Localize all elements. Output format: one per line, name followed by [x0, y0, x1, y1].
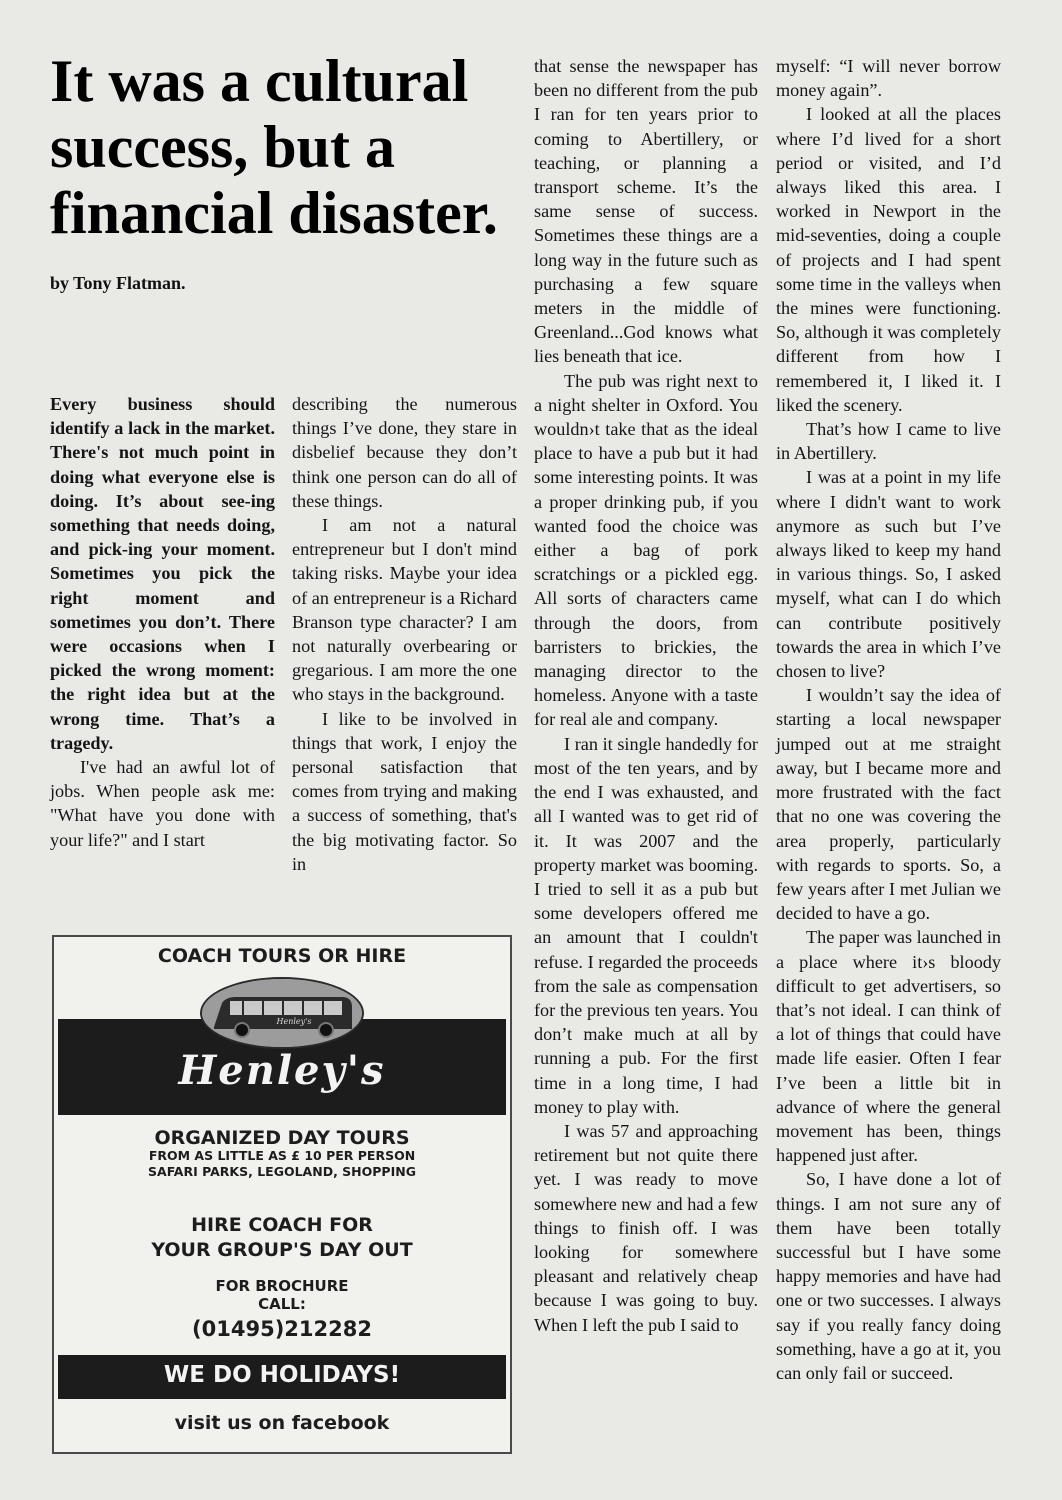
- advert-facebook: visit us on facebook: [174, 1412, 390, 1434]
- bus-livery-text: Henley's: [276, 1017, 312, 1026]
- paragraph: That’s how I came to live in Abertillery.: [776, 419, 1001, 464]
- advert-line: ORGANIZED DAY TOURS: [154, 1127, 410, 1149]
- paragraph: The paper was launched in a place where it›s bloody difficult to get advertisers, so that’s not ideal. I can think of a lot of things that could have made life easier. Often I fear I’ve been a little bit in advance of where the general movement has been, things happened just after.: [776, 927, 1001, 1166]
- intro-paragraph: Every business should identify a lack in the market. There's not much point in doing what everyone else is doing. It’s about see-ing something that needs doing, and pick-ing your moment. Sometimes you pick the right moment and sometimes you don’t. There were occasions when I picked the wrong moment: the right idea but at the wrong time. That’s a tragedy.: [50, 394, 275, 753]
- article-column-4: [776, 54, 1001, 1385]
- paragraph: I looked at all the places where I’d lived for a short period or visited, and I’d always liked this area. I worked in Newport in the mid-seventies, doing a couple of projects and I had spent some time in the valleys when the mines were functioning. So, although it was completely different from how I remembered it, I liked it. I liked the scenery.: [776, 104, 1001, 415]
- advert-holidays: WE DO HOLIDAYS!: [163, 1362, 401, 1388]
- advert-phone: (01495)212282: [192, 1317, 372, 1341]
- paragraph: I was at a point in my life where I didn't want to work anymore as such but I’ve always liked to keep my hand in various things. So, I asked myself, what can I do which can contribute positively towards the area in which I’ve chosen to live?: [776, 467, 1001, 682]
- advert-line: YOUR GROUP'S DAY OUT: [151, 1239, 413, 1261]
- paragraph: I was 57 and approaching retirement but not quite there yet. I was ready to move somewhere new and had a few things to finish off. I was looking for somewhere pleasant and relatively cheap because I was going to buy. When I left the pub I said to: [534, 1120, 758, 1335]
- paragraph: So, I have done a lot of things. I am not sure any of them have been totally successful but I have some happy memories and have had one or two successes. I always say if you really fancy doing something, have a go at it, you can only fail or succeed.: [776, 1169, 1001, 1383]
- article-column-1: [50, 392, 275, 852]
- paragraph: I ran it single handedly for most of the ten years, and by the end I was exhausted, and all I wanted was to get rid of it. It was 2007 and the property market was booming. I tried to sell it as a pub but some developers offered me an amount that I couldn't refuse. I regarded the proceeds from the sale as compensation for the previous ten years. You don’t make much at all by running a pub. For the first time in a long time, I had money to play with.: [534, 733, 758, 1117]
- article-column-3: [534, 54, 758, 1337]
- advert-brand: Henley's: [178, 1047, 386, 1094]
- paragraph: I've had an awful lot of jobs. When people ask me: "What have you done with your life?" and I start: [50, 757, 275, 850]
- advert-line: CALL:: [258, 1295, 306, 1313]
- paragraph: I wouldn’t say the idea of starting a local newspaper jumped out at me straight away, but I became more and more frustrated with the fact that no one was covering the area properly, particularly with regards to sports. So, a few years after I met Julian we decided to have a go.: [776, 685, 1001, 924]
- paragraph: The pub was right next to a night shelter in Oxford. You wouldn›t take that as the ideal place to have a pub but it had some interesting points. It was a proper drinking pub, if you wanted food the choice was either a bag of pork scratchings or a pickled egg. All sorts of characters came through the doors, from barristers to brickies, the managing director to the homeless. Anyone with a taste for real ale and company.: [534, 370, 758, 730]
- paragraph: I am not a natural entrepreneur but I don't mind taking risks. Maybe your idea of an entrepreneur is a Richard Branson type character? I am not naturally overbearing or gregarious. I am more the one who stays in the background.: [292, 515, 517, 705]
- byline: by Tony Flatman.: [50, 273, 186, 293]
- paragraph: I like to be involved in things that work, I enjoy the personal satisfaction that comes from trying and making a success of something, that's the big motivating factor. So in: [292, 708, 517, 874]
- advert-line: FROM AS LITTLE AS £ 10 PER PERSON: [148, 1148, 416, 1163]
- advert-line: SAFARI PARKS, LEGOLAND, SHOPPING: [148, 1164, 416, 1179]
- advert-line: HIRE COACH FOR: [191, 1214, 373, 1236]
- paragraph: describing the numerous things I’ve done, they stare in disbelief because they don’t think one person can do all of these things.: [292, 394, 517, 511]
- advert-line: FOR BROCHURE: [215, 1277, 349, 1295]
- article-column-2: [292, 392, 517, 876]
- paragraph: myself: “I will never borrow money again”.: [776, 56, 1001, 101]
- coach-bus-icon: [200, 977, 364, 1049]
- advert-heading: COACH TOURS OR HIRE: [157, 945, 407, 967]
- article-title: It was a cultural success, but a financial disaster.: [50, 48, 498, 246]
- coach-tours-advert: [52, 935, 512, 1454]
- paragraph: that sense the newspaper has been no different from the pub I ran for ten years prior to coming to Abertillery, or teaching, or planning a transport scheme. It’s the same sense of success. Sometimes these things are a long way in the future such as purchasing a few square meters in the middle of Greenland...God knows what lies beneath that ice.: [534, 56, 758, 367]
